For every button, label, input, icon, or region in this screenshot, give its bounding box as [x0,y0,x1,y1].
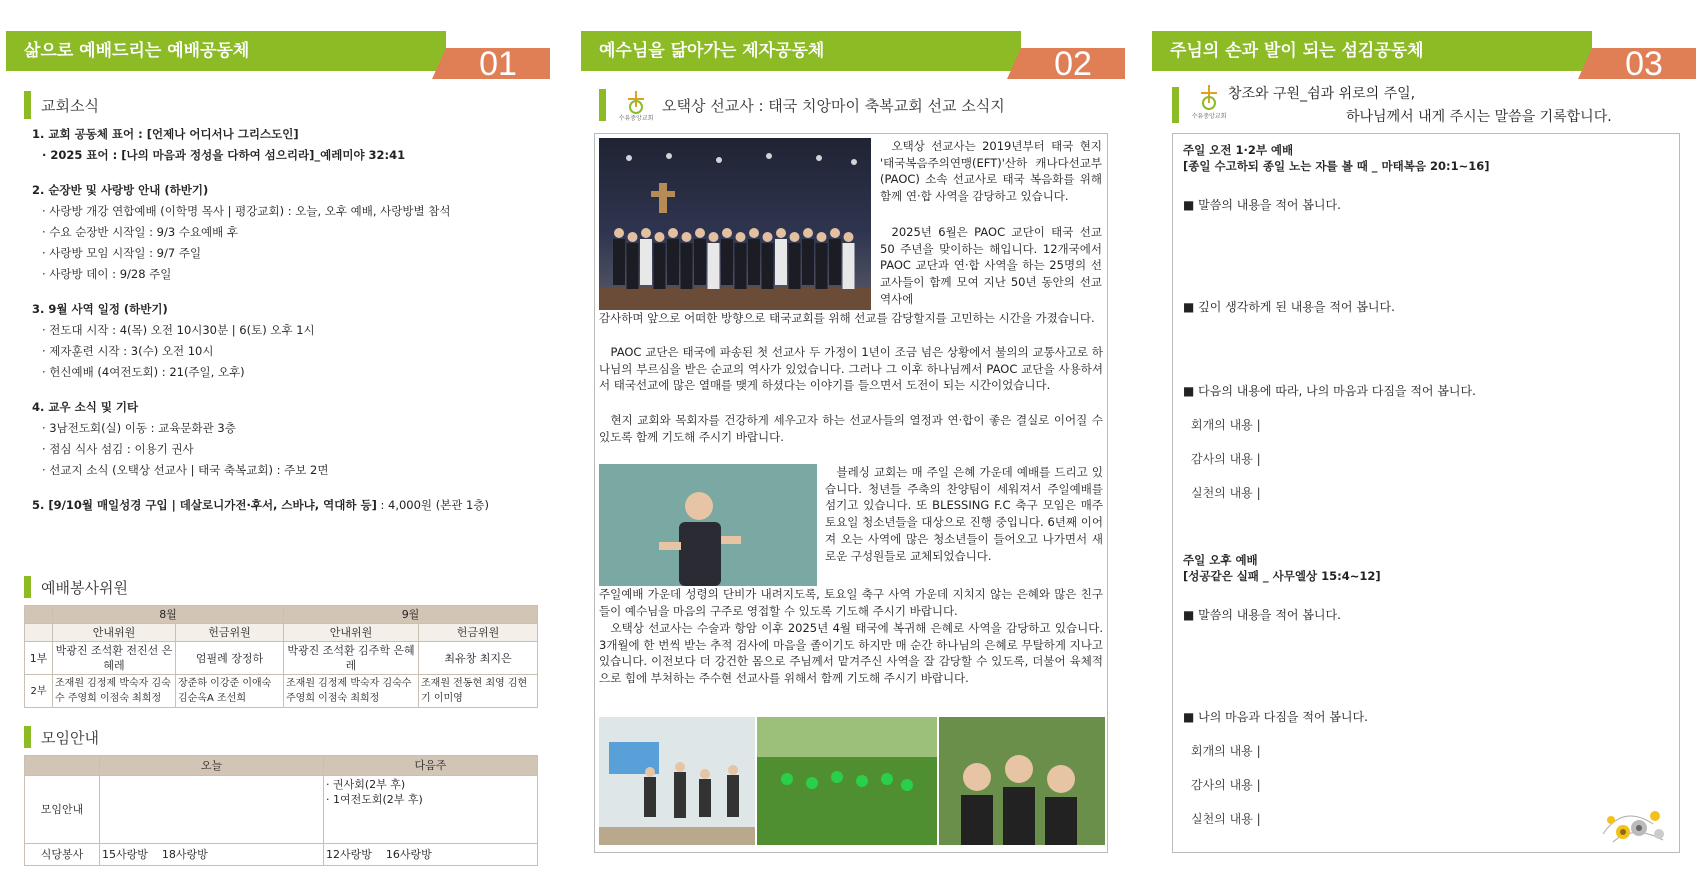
intro-text: 창조와 구원_쉼과 위로의 주일, 하나님께서 내게 주시는 말씀을 기록합니다. [1228,86,1612,125]
person-body [829,239,841,285]
news-item: · 헌신예배 (4여전도회) : 21(주일, 오후) [42,365,245,379]
church-news-list [32,124,552,516]
meeting-title: 모임안내 [24,726,99,748]
person-body [694,239,706,285]
person-body [735,243,747,289]
header-number: 02 [1054,45,1092,83]
flower-decoration-icon [1593,794,1673,850]
header-number: 01 [479,45,517,83]
person-body [654,243,666,289]
repentance-field[interactable]: 회개의 내용 | [1191,418,1261,432]
group-photo [599,138,871,310]
title-bar-icon [599,89,606,121]
person-body [762,243,774,289]
table-header: 오늘 [100,756,324,776]
table-row: 1부 박광진 조석환 전진선 은혜레 엄필례 장정하 박광진 조석환 김주학 은혜레 최유창 최지은 [25,642,538,675]
news-heading: 4. 교우 소식 및 기타 [32,400,139,414]
journal-box [1172,133,1680,853]
header-number-badge [446,45,550,83]
prompt-reflection: ■ 깊이 생각하게 된 내용을 적어 봅니다. [1183,300,1395,314]
person-body [667,239,679,285]
person-body [816,243,828,289]
table-row: 모임안내 · 권사회(2부 후) · 1여전도회(2부 후) [25,776,538,844]
title-bar-icon [1172,87,1179,123]
practice-field[interactable]: 실천의 내용 | [1191,812,1261,826]
person-head [776,228,786,238]
table-header: 안내위원 [53,624,176,642]
news-item: · 3남전도회(실) 이동 : 교육문화관 3층 [42,421,236,435]
news-item: · 사랑방 데이 : 9/28 주일 [42,267,172,281]
news-item: · 사랑방 개강 연합예배 (이학명 목사 | 평강교회) : 오늘, 오후 예배, 사랑방별 참석 [42,204,451,218]
news-item: · 점심 식사 섬김 : 이용기 권사 [42,442,194,456]
worship-band-image [599,717,755,845]
prompt-sermon-pm: ■ 말씀의 내용을 적어 봅니다. [1183,608,1341,622]
person-body [802,239,814,285]
prompt-resolution-pm: ■ 나의 마음과 다짐을 적어 봅니다. [1183,710,1368,724]
newsletter-subtitle: 수유중앙교회 오택상 선교사 : 태국 치앙마이 축복교회 선교 소식지 [599,87,1005,123]
title-bar-icon [24,726,31,748]
family-image [939,717,1105,845]
header-number-badge [1021,45,1125,83]
person-head [668,228,678,238]
news-heading: 1. 교회 공동체 표어 : [언제나 어디서나 그리스도인] [32,127,299,141]
article-paragraph: 현지 교회와 목회자를 건강하게 세우고자 하는 선교사들의 열정과 연·합이 좋은 결실로 이어질 수 있도록 함께 기도해 주시기 바랍니다. [599,413,1103,444]
news-item: · 선교지 소식 (오택상 선교사 | 태국 축복교회) : 주보 2면 [42,463,329,477]
servers-title: 예배봉사위원 [24,576,128,598]
table-row: 2부 조재원 김정제 박숙자 김숙수 주영희 이점숙 최희정 장준하 이강준 이애숙 김순옥A 조선희 조재원 김정제 박숙자 김숙수 주영희 이점숙 최희정 조재원 전동현 최영 김현기 이미영 [25,675,538,708]
article-paragraph: 주일예배 가운데 성령의 단비가 내려지도록, 토요일 축구 사역 가운데 지치지 않는 은혜와 많은 친구들이 예수님을 마음의 구주로 영접할 수 있도록 기도해 주시기 바랍니다. [599,587,1103,618]
person-body [613,239,625,285]
svg-text:수유중앙교회: 수유중앙교회 [618,115,654,122]
preacher-photo-image [599,464,817,586]
person-body [843,243,855,289]
prompt-resolution: ■ 다음의 내용에 따라, 나의 마음과 다짐을 적어 봅니다. [1183,384,1476,398]
person-head [641,228,651,238]
preacher-photo [599,464,817,586]
practice-field[interactable]: 실천의 내용 | [1191,486,1261,500]
table-row: 식당봉사 15사랑방 18사랑방 12사랑방 16사랑방 [25,844,538,866]
person-head [830,228,840,238]
soccer-team-image [757,717,937,845]
family-photo [939,717,1105,845]
title-bar-icon [24,576,31,598]
group-photo-image [599,138,871,310]
svg-text:수유중앙교회: 수유중앙교회 [1191,113,1227,120]
person-body [721,239,733,285]
news-heading: 3. 9월 사역 일정 (하반기) [32,302,168,316]
person-head [655,232,665,242]
person-body [748,239,760,285]
person-body [789,243,801,289]
header-title: 주님의 손과 발이 되는 섬김공동체 [1152,31,1592,71]
person-head [695,228,705,238]
news-title: 교회소식 [24,91,99,119]
article-paragraph: 오택상 선교사는 수술과 항암 이후 2025년 4월 태국에 복귀해 은혜로 사역을 감당하고 있습니다. 3개월에 한 번씩 받는 추적 검사에 마음을 졸이기도 하지만 매 순간 하나님의 은혜로 무탈하게 지나고 있습니다. 이전보다 더 강건한 몸으로 주님께서 맡겨주신 사역을 잘 감당할 수 있도록, 더불어 육체적으로 힘에 부쳐하는 주수현 선교사를 위해서 함께 기도해 주시기 바랍니다. [599,621,1103,686]
table-header: 8월 [53,606,284,624]
repentance-field[interactable]: 회개의 내용 | [1191,744,1261,758]
news-item: · 제자훈련 시작 : 3(수) 오전 10시 [42,344,214,358]
table-header: 9월 [284,606,538,624]
news-heading-5: 5. [9/10월 매일성경 구입 | 데살로니가전·후서, 스바냐, 역대하 등] : 4,000원 (본관 1층) [32,498,489,512]
thanks-field[interactable]: 감사의 내용 | [1191,452,1261,466]
page-column-3 [1148,0,1700,869]
person-head [844,232,854,242]
page-column-1 [0,0,560,869]
person-body [640,239,652,285]
prompt-sermon: ■ 말씀의 내용을 적어 봅니다. [1183,198,1341,212]
page-column-2 [570,0,1130,869]
meeting-table [24,755,538,866]
article-paragraph: 오택상 선교사는 2019년부터 태국 현지 '태국복음주의연맹(EFT)'산하 캐나다선교부 (PAOC) 소속 선교사로 태국 복음화를 위해 함께 연·합 사역을 감당하고 있습니다. [880,139,1102,204]
thanks-field[interactable]: 감사의 내용 | [1191,778,1261,792]
article-paragraph: 블레싱 교회는 매 주일 은혜 가운데 예배를 드리고 있습니다. 청년들 주축의 찬양팀이 세워져서 주일예배를 섬기고 있습니다. 또 BLESSING F.C 축구 모임은 매주 토요일 청소년들을 대상으로 진행 중입니다. 6년째 이어져 오는 사역에 많은 청소년들이 들어오고 나가면서 새로운 구성원들로 교체되었습니다. [825,465,1103,563]
news-item: · 수요 순장반 시작일 : 9/3 수요예배 후 [42,225,239,239]
table-header: 안내위원 [284,624,419,642]
morning-service: 주일 오전 1·2부 예배 [종일 수고하되 종일 노는 자를 볼 때 _ 마태복음 20:1~16] [1183,143,1490,173]
header-number-badge [1592,45,1696,83]
person-head [722,228,732,238]
person-head [790,232,800,242]
table-header: 헌금위원 [176,624,284,642]
header-title: 예수님을 닮아가는 제자공동체 [581,31,1021,71]
person-body [708,243,720,289]
person-body [775,239,787,285]
header-number: 03 [1625,45,1663,83]
person-head [736,232,746,242]
person-head [628,232,638,242]
article-paragraph: PAOC 교단은 태국에 파송된 첫 선교사 두 가정이 1년이 조금 넘은 상황에서 불의의 교통사고로 하나님의 부르심을 받은 순교의 역사가 있었습니다. 그러나 그 이후 하나님께서 PAOC 교단을 사용하셔서 태국선교에 많은 열매를 맺게 하셨다는 이야기를 들으면서 도전이 되는 시간이었습니다. [599,345,1103,393]
person-head [682,232,692,242]
person-body [627,243,639,289]
newsletter-box [594,133,1108,853]
intro-block [1172,81,1229,123]
person-head [749,228,759,238]
table-header: 다음주 [324,756,538,776]
person-head [614,228,624,238]
worship-band-photo [599,717,755,845]
table-header: 헌금위원 [419,624,538,642]
person-head [763,232,773,242]
person-body [681,243,693,289]
news-item: · 사랑방 모임 시작일 : 9/7 주일 [42,246,202,260]
news-item: · 2025 표어 : [나의 마음과 정성을 다하여 섬으리라]_예레미야 32:41 [42,148,406,162]
title-bar-icon [24,91,31,119]
article-paragraph: 2025년 6월은 PAOC 교단이 태국 선교 50 주년을 맞이하는 해입니다. 12개국에서 PAOC 교단과 연·합 사역을 하는 25명의 선교사들이 함께 모여 지난 50년 동안의 선교역사에 [880,225,1102,306]
church-logo-icon [616,87,656,123]
header-title: 삶으로 예배드리는 예배공동체 [6,31,446,71]
afternoon-service: 주일 오후 예배 [성공같은 실패 _ 사무엘상 15:4~12] [1183,553,1381,583]
news-item: · 전도대 시작 : 4(목) 오전 10시30분 | 6(토) 오후 1시 [42,323,315,337]
person-head [817,232,827,242]
servers-table [24,605,538,708]
person-head [709,232,719,242]
soccer-photo [757,717,937,845]
article-paragraph: 감사하며 앞으로 어떠한 방향으로 태국교회를 위해 선교를 감당할지를 고민하는 시간을 가졌습니다. [599,311,1095,325]
church-logo-icon [1189,81,1229,121]
news-heading: 2. 순장반 및 사랑방 안내 (하반기) [32,183,209,197]
person-head [803,228,813,238]
